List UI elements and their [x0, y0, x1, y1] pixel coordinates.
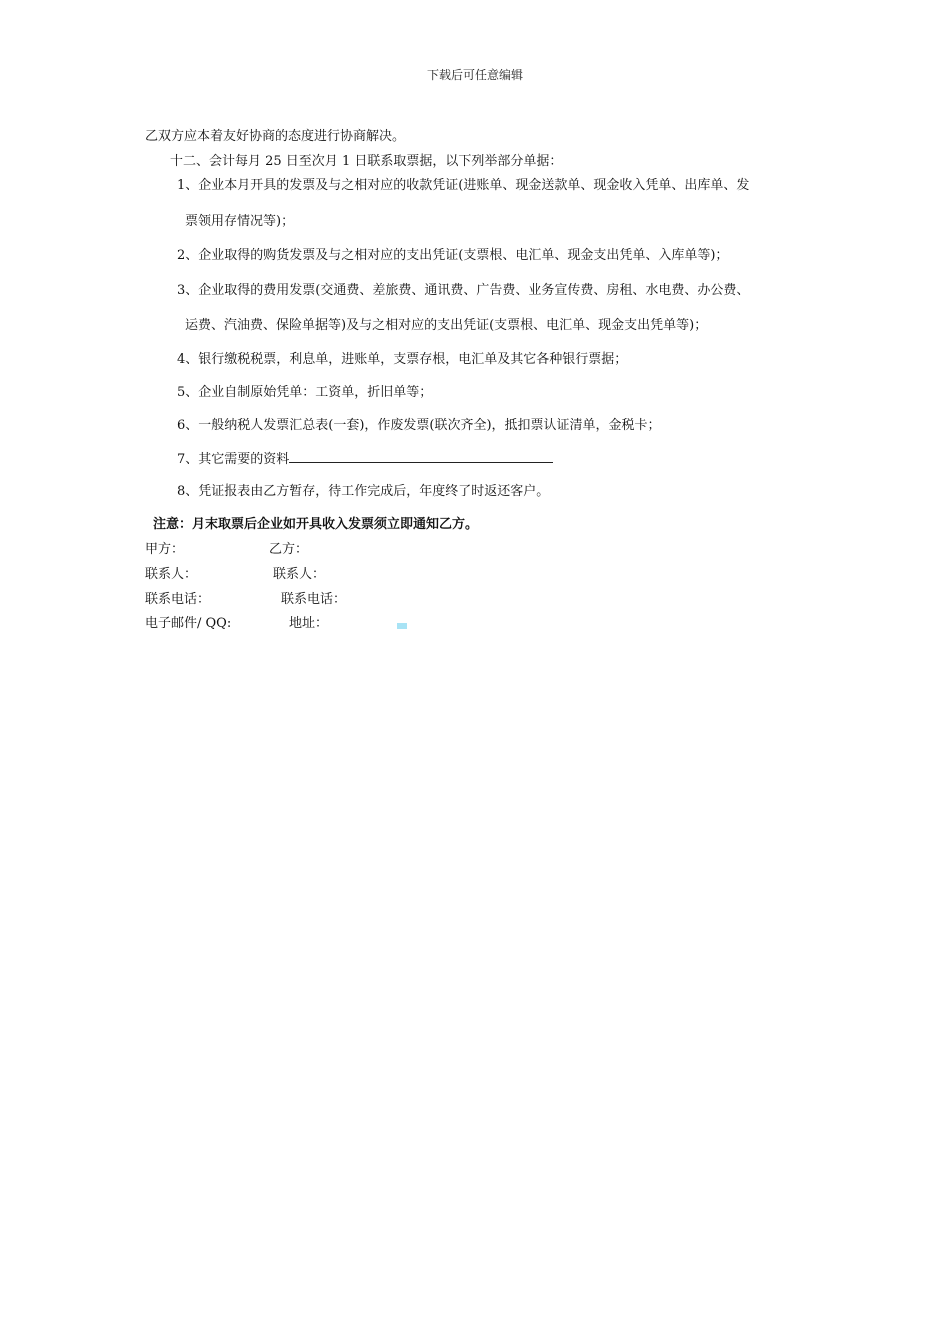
fill-in-blank	[289, 450, 553, 463]
note-text: 注意：月末取票后企业如开具收入发票须立即通知乙方。	[153, 517, 479, 532]
list-item-1-line1: 1、企业本月开具的发票及与之相对应的收款凭证(进账单、现金送款单、现金收入凭单、出库单、发	[177, 178, 750, 193]
highlight-marker	[397, 623, 407, 629]
page-header: 下载后可任意编辑	[426, 68, 523, 82]
list-item-7-label: 7、其它需要的资料	[177, 452, 290, 467]
phone-b-label: 联系电话：	[281, 592, 347, 607]
contact-a-label: 联系人：	[145, 567, 198, 582]
email-qq-label: 电子邮件/ QQ:	[145, 616, 232, 631]
phone-a-label: 联系电话：	[145, 592, 211, 607]
section-title: 十二、会计每月 25 日至次月 1 日联系取票据，以下列举部分单据：	[170, 154, 563, 169]
list-item-6: 6、一般纳税人发票汇总表(一套)，作废发票(联次齐全)，抵扣票认证清单，金税卡；	[177, 418, 661, 433]
list-item-3-line1: 3、企业取得的费用发票(交通费、差旅费、通讯费、广告费、业务宣传费、房租、水电费、办公费、	[177, 283, 750, 298]
list-item-4: 4、银行缴税税票，利息单，进账单，支票存根，电汇单及其它各种银行票据；	[177, 352, 628, 367]
list-item-3-line2: 运费、汽油费、保险单据等)及与之相对应的支出凭证(支票根、电汇单、现金支出凭单等)；	[185, 318, 708, 333]
list-item-2: 2、企业取得的购货发票及与之相对应的支出凭证(支票根、电汇单、现金支出凭单、入库单等)；	[177, 248, 729, 263]
list-item-5: 5、企业自制原始凭单：工资单，折旧单等；	[177, 385, 433, 400]
party-b-label: 乙方：	[269, 542, 309, 557]
list-item-1-line2: 票领用存情况等)；	[185, 214, 295, 229]
intro-paragraph: 乙双方应本着友好协商的态度进行协商解决。	[145, 129, 406, 144]
address-label: 地址：	[289, 616, 329, 631]
list-item-8: 8、凭证报表由乙方暂存，待工作完成后，年度终了时返还客户。	[177, 484, 550, 499]
party-a-label: 甲方：	[145, 542, 185, 557]
list-item-7	[177, 450, 553, 469]
contact-b-label: 联系人：	[273, 567, 326, 582]
